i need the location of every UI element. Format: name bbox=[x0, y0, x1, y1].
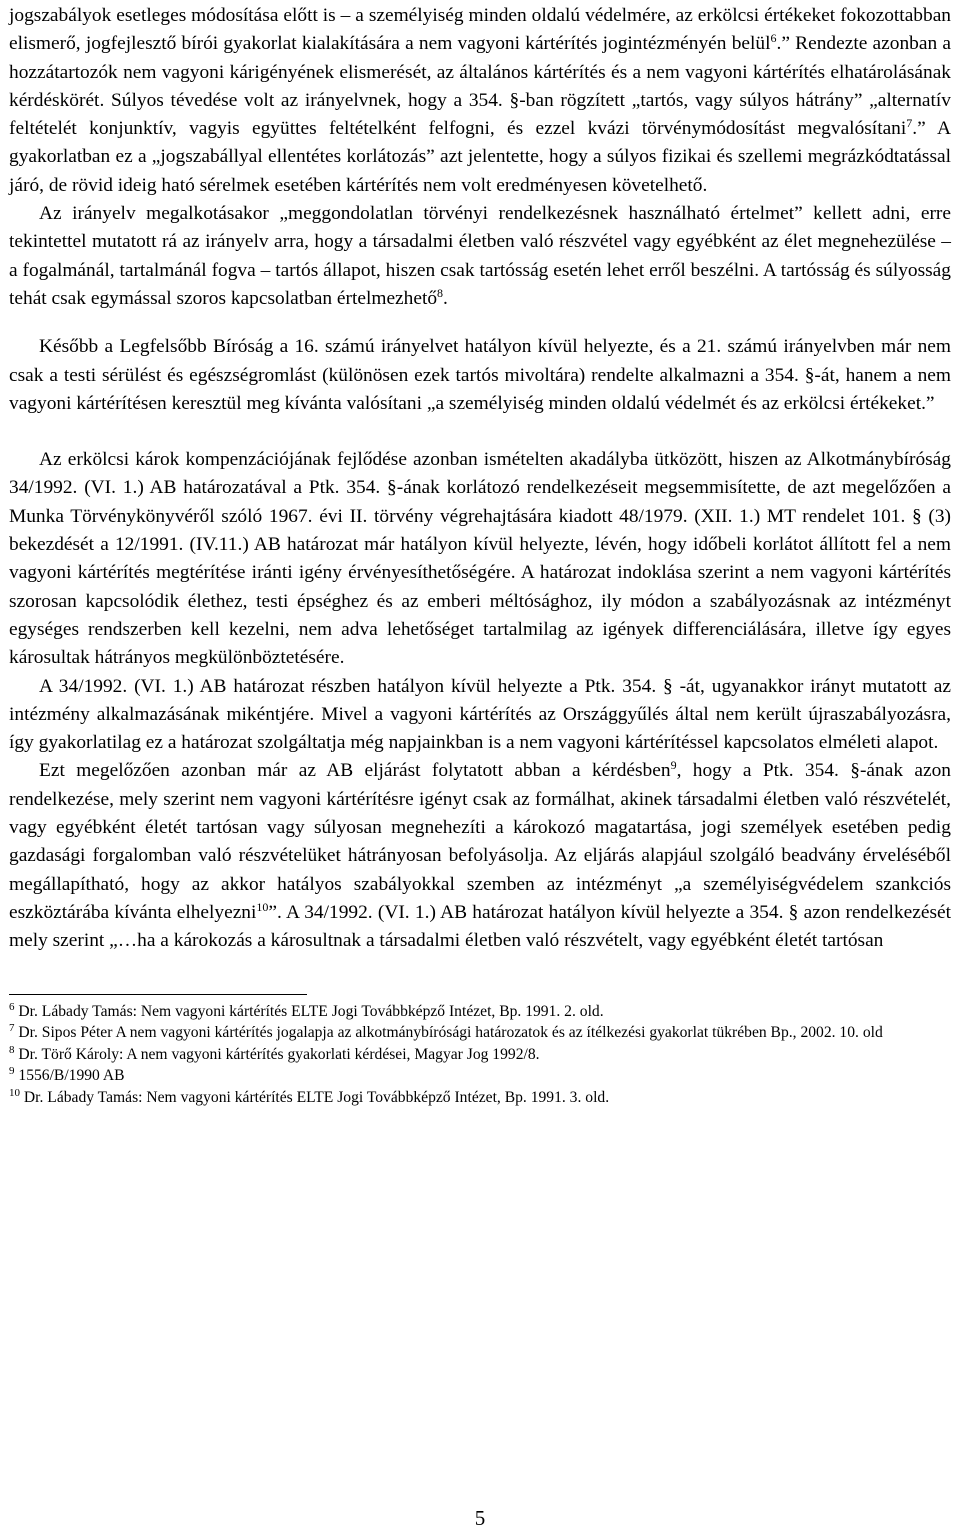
footnote-reference: 8 bbox=[437, 285, 444, 300]
footnote bbox=[9, 1044, 951, 1066]
footnote-text: Dr. Törő Károly: A nem vagyoni kártérítés gyakorlati kérdései, Magyar Jog 1992/8. bbox=[18, 1045, 540, 1063]
text-run: .” Rendezte azonban a hozzátartozók nem vagyoni kárigényének elismerését, az általános kártérítés és a nem vagyoni kártérítés elhatárolásának kérdéskörét. Súlyos tévedése volt az irányelvnek, hogy a 354. §-ban rögzített „tartós, vagy súlyos hátrány” „alternatív feltételét konjunktív, vagyis együttes feltételként felfogni, és ezzel kvázi törvénymódosítást megvalósítani bbox=[9, 33, 951, 140]
footnote bbox=[9, 1001, 951, 1023]
paragraph bbox=[9, 2, 951, 200]
footnote-number: 7 bbox=[9, 1022, 15, 1034]
footnote-text: Dr. Lábady Tamás: Nem vagyoni kártérítés ELTE Jogi Továbbképző Intézet, Bp. 1991. 3. old. bbox=[23, 1088, 610, 1106]
footnote-text: Dr. Sipos Péter A nem vagyoni kártérítés jogalapja az alkotmánybírósági határozatok és az ítélkezési gyakorlat tükrében Bp., 2002. 10. old bbox=[18, 1024, 883, 1041]
paragraph bbox=[9, 757, 951, 955]
footnotes bbox=[9, 1001, 951, 1109]
text-run: Később a Legfelsőbb Bíróság a 16. számú irányelvet hatályon kívül helyezte, és a 21. számú irányelvben már nem csak a testi sérülést és egészségromlást (különösen ezek tartós mivoltára) rendelte alkalmazni a 354. §-át, hanem a nem vagyoni kártérítésen keresztül meg kívánta valósítani „a személyiség minden oldalú védelmét és az erkölcsi értékeket.” bbox=[9, 336, 951, 414]
footnote-reference: 9 bbox=[670, 758, 677, 773]
footnote bbox=[9, 1022, 951, 1044]
footnote-number: 9 bbox=[9, 1065, 15, 1077]
paragraph bbox=[9, 333, 951, 418]
footnote-reference: 10 bbox=[256, 899, 269, 914]
footnote bbox=[9, 1065, 951, 1087]
text-run: Az erkölcsi károk kompenzációjának fejlődése azonban ismételten akadályba ütközött, hiszen az Alkotmánybíróság 34/1992. (VI. 1.) AB határozatával a Ptk. 354. §-ának korlátozó rendelkezéseit megsemmisítette, de azt megelőzően a Munka Törvénykönyvéről szóló 1967. évi II. törvény végrehajtására kiadott 48/1979. (XII. 1.) MT rendelet 101. § (3) bekezdését a 12/1991. (IV.11.) AB határozat már hatályon kívül helyezte, lévén, hogy időbeli korlátot állított fel a nem vagyoni kártérítés megtérítése iránti igény érvényesíthetőségére. A határozat indoklása szerint a nem vagyoni kártérítés szorosan kapcsolódik élethez, testi épséghez és az emberi méltósághoz, ily módon a szabályozásnak az intézményt egységes rendszerben kell kezelni, nem adva lehetőséget tartalmilag az igények differenciálására, illetve így egyes károsultak hátrányos megkülönböztetésére. bbox=[9, 449, 951, 669]
text-run: ”. A 34/1992. (VI. 1.) AB határozat hatályon kívül helyezte a 354. § azon rendelkezését mely szerint „…ha a károkozás a károsultnak a társadalmi életben való részvételt, vagy egyébként életét tartósan bbox=[9, 901, 951, 952]
text-run: Az irányelv megalkotásakor „meggondolatlan törvényi rendelkezésnek használható értelmet” kellett adni, erre tekintettel mutatott rá az irányelv arra, hogy a társadalmi életben való részvétel vagy egyébként az élet megnehezülése – a fogalmánál, tartalmánál fogva – tartós állapot, hiszen csak tartósság esetén lehet erről beszélni. A tartósság és súlyosság tehát csak egymással szoros kapcsolatban értelmezhető bbox=[9, 203, 951, 309]
footnote-separator bbox=[9, 994, 307, 995]
text-run: . bbox=[443, 287, 448, 309]
footnote-number: 6 bbox=[9, 1000, 15, 1013]
page-number: 5 bbox=[474, 1506, 486, 1530]
text-run: , hogy a Ptk. 354. §-ának azon rendelkezése, mely szerint nem vagyoni kártérítésre igényt csak az formálhat, akinek társadalmi életben való részvételét, vagy egyébként életét tartósan vagy súlyosan megnehezíti a károkozó magatartása, jogi személyek esetében pedig gazdasági forgalomban való részvételüket hátrányosan befolyásolja. Az eljárás alapjául szolgáló beadvány érveléséből megállapítható, hogy az akkor hatályos szabályokkal szemben az intézményt „a személyiségvédelem szankciós eszköztárába kívánta elhelyezni bbox=[9, 760, 951, 923]
footnote-reference: 7 bbox=[906, 116, 913, 131]
text-run: jogszabályok esetleges módosítása előtt is – a személyiség minden oldalú védelmére, az erkölcsi értékeket fokozottabban elismerő, jogfejlesztő bírói gyakorlat kialakítására a nem vagyoni kártérítés jogintézményén belül bbox=[9, 5, 951, 55]
footnote-number: 10 bbox=[9, 1086, 20, 1099]
text-run: Ezt megelőzően azonban már az AB eljárást folytatott abban a kérdésben bbox=[39, 760, 671, 782]
body-text bbox=[9, 2, 951, 956]
paragraph bbox=[9, 673, 951, 758]
footnote-text: Dr. Lábady Tamás: Nem vagyoni kártérítés ELTE Jogi Továbbképző Intézet, Bp. 1991. 2. old. bbox=[18, 1002, 604, 1020]
text-run: .” A gyakorlatban ez a „jogszabállyal ellentétes korlátozás” azt jelentette, hogy a súlyos fizikai és szellemi megrázkódtatással járó, de rövid ideig ható sérelmek esetében kártérítés nem volt eredményesen követelhető. bbox=[9, 118, 951, 196]
footnote-reference: 6 bbox=[770, 31, 777, 46]
paragraph bbox=[9, 200, 951, 313]
text-run: A 34/1992. (VI. 1.) AB határozat részben hatályon kívül helyezte a Ptk. 354. § -át, ugyanakkor irányt mutatott az intézmény alkalmazásának mikéntjére. Mivel a vagyoni kártérítés az Országgyűlés által nem került újraszabályozásra, így gyakorlatilag ez a határozat szolgáltatja még napjainkban is a nem vagyoni kártérítéssel kapcsolatos elméleti alapot. bbox=[9, 675, 951, 754]
footnote bbox=[9, 1087, 951, 1109]
footnote-text: 1556/B/1990 AB bbox=[18, 1067, 125, 1084]
footnote-number: 8 bbox=[9, 1043, 15, 1056]
paragraph bbox=[9, 446, 951, 672]
